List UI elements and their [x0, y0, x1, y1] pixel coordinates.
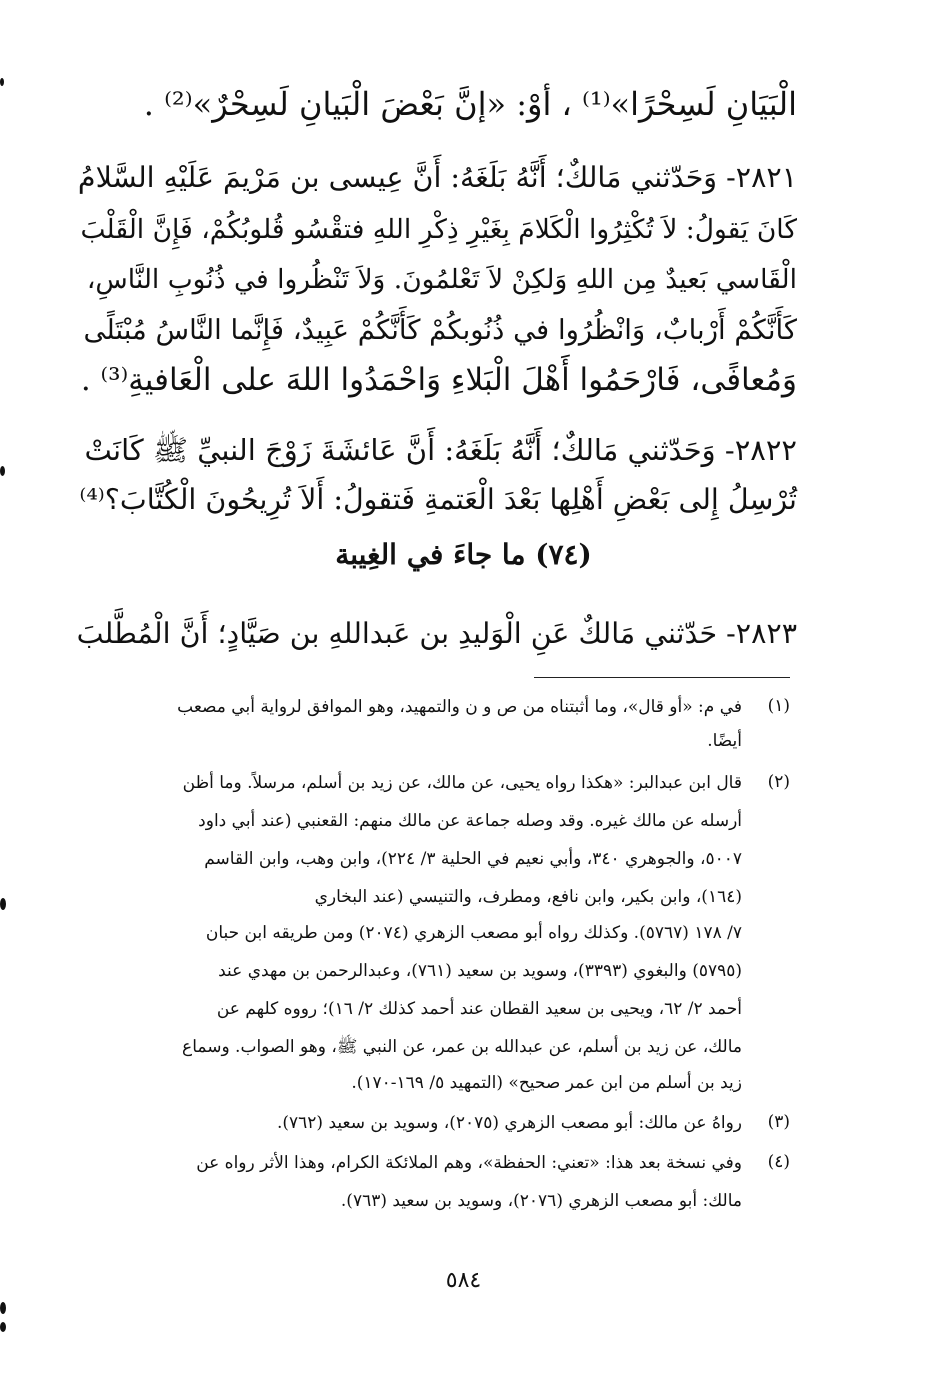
footnote-line: رواهُ عن مالك: أبو مصعب الزهري (٢٠٧٥)، وسويد بن سعيد (٧٦٢).	[276, 1113, 742, 1133]
scan-edge-mark	[0, 78, 4, 86]
scan-edge-mark	[0, 466, 5, 476]
footnote-separator	[534, 677, 790, 678]
main-text-line: ٢٨٢٢- وَحَدّثني مَالكٌ؛ أَنَّهُ بَلَغَهُ: أَنَّ عَائشَةَ زَوْجَ النبيِّ ﷺ كَانَتْ	[84, 433, 797, 467]
footnote-line: ٧/ ١٧٨ (٥٧٦٧). وكذلك رواه أبو مصعب الزهري (٢٠٧٤) ومن طريقه ابن حبان	[205, 923, 742, 943]
footnote-line: أيضًا.	[707, 731, 742, 751]
footnote-number: (٤)	[767, 1152, 790, 1172]
scan-edge-mark	[0, 898, 6, 910]
footnote-number: (١)	[767, 696, 790, 716]
footnote-number: (٢)	[767, 772, 790, 792]
footnote-line: في م: «أو قال»، وما أثبتناه من ص و ن والتمهيد، وهو الموافق لرواية أبي مصعب	[177, 697, 742, 717]
footnote-line: ٥٠٠٧، والجوهري ٣٤٠، وأبي نعيم في الحلية ٣/ ٢٢٤)، وابن وهب، وابن القاسم	[204, 849, 742, 869]
footnote-line: (٥٧٩٥) والبغوي (٣٣٩٣)، وسويد بن سعيد (٧٦١)، وعبدالرحمن بن مهدي عند	[218, 961, 742, 981]
main-text-line: تُرْسِلُ إِلى بَعْضِ أَهْلِها بَعْدَ الْعَتمةِ فَتقولُ: أَلاَ تُرِيحُونَ الْكُتَّابَ؟⁽⁴⁾	[79, 483, 797, 516]
footnote-line: زيد بن أسلم من ابن عمر صحيح» (التمهيد ٥/ ١٦٩-١٧٠).	[351, 1073, 742, 1093]
main-text-line: ٢٨٢٣- حَدّثني مَالكٌ عَنِ الْوَليدِ بن عَبداللهِ بن صَيَّادٍ؛ أَنَّ الْمُطَّلبَ	[76, 617, 797, 650]
main-text-line: كَأَنَّكُمْ أَرْبابٌ، وَانْظُرُوا في ذُنُوبكُمْ كَأَنَّكُمْ عَبِيدٌ، فَإِنَّما النَّاسُ مُبْتَلًى	[83, 314, 797, 346]
main-text-line: وَمُعافًى، فَارْحَمُوا أَهْلَ الْبَلاءِ وَاحْمَدُوا اللهَ على الْعَافيةِ⁽³⁾ .	[80, 362, 797, 398]
footnote-line: مالك، عن زيد بن أسلم، عن عبدالله بن عمر، عن النبي ﷺ، وهو الصواب. وسماع	[182, 1037, 742, 1057]
footnote-line: (١٦٤)، وابن بكير، وابن نافع، ومطرف، والتنيسي (عند البخاري	[314, 887, 742, 907]
footnote-line: أحمد ٢/ ٦٢، ويحيى بن سعيد القطان عند أحمد كذلك ٢/ ١٦)؛ رووه كلهم عن	[216, 999, 742, 1019]
scan-edge-mark	[0, 1322, 6, 1332]
scan-edge-mark	[0, 1302, 6, 1314]
footnote-line: قال ابن عبدالبر: «هكذا رواه يحيى، عن مالك، عن زيد بن أسلم، مرسلاً. وما أظن	[182, 773, 742, 793]
page-number: ٥٨٤	[445, 1268, 482, 1293]
footnote-line: أرسله عن مالك غيره. وقد وصله جماعة عن مالك منهم: القعنبي (عند أبي داود	[198, 811, 742, 831]
main-text-line: الْقَاسي بَعيدٌ مِن اللهِ وَلكِنْ لاَ تَعْلمُونَ. وَلاَ تَنْظُروا في ذُنُوبِ النَّاسِ،	[86, 264, 797, 295]
footnote-line: مالك: أبو مصعب الزهري (٢٠٧٦)، وسويد بن سعيد (٧٦٣).	[340, 1191, 742, 1211]
chapter-heading: (٧٤) ما جاءَ في الغِيبة	[335, 538, 592, 571]
footnote-number: (٣)	[767, 1112, 790, 1132]
main-text-line: كَانَ يَقولُ: لاَ تُكْثِرُوا الْكَلامَ بِغَيْرِ ذِكْرِ اللهِ فتقْسُو قُلوبُكُمْ، فَإِنَّ الْقَلْبَ	[80, 214, 797, 245]
footnote-line: وفي نسخة بعد هذا: «تعني: الحفظة»، وهم الملائكة الكرام، وهذا الأثر رواه عن	[196, 1153, 742, 1173]
main-text-line: الْبَيَانِ لَسِحْرًا»⁽¹⁾ ، أوْ: «إنَّ بَعْضَ الْبَيانِ لَسِحْرٌ»⁽²⁾ .	[143, 85, 797, 123]
main-text-line: ٢٨٢١- وَحَدّثني مَالكٌ؛ أَنَّهُ بَلَغَهُ: أَنَّ عِيسى بن مَرْيمَ عَلَيْهِ السَّلامُ	[77, 161, 797, 194]
